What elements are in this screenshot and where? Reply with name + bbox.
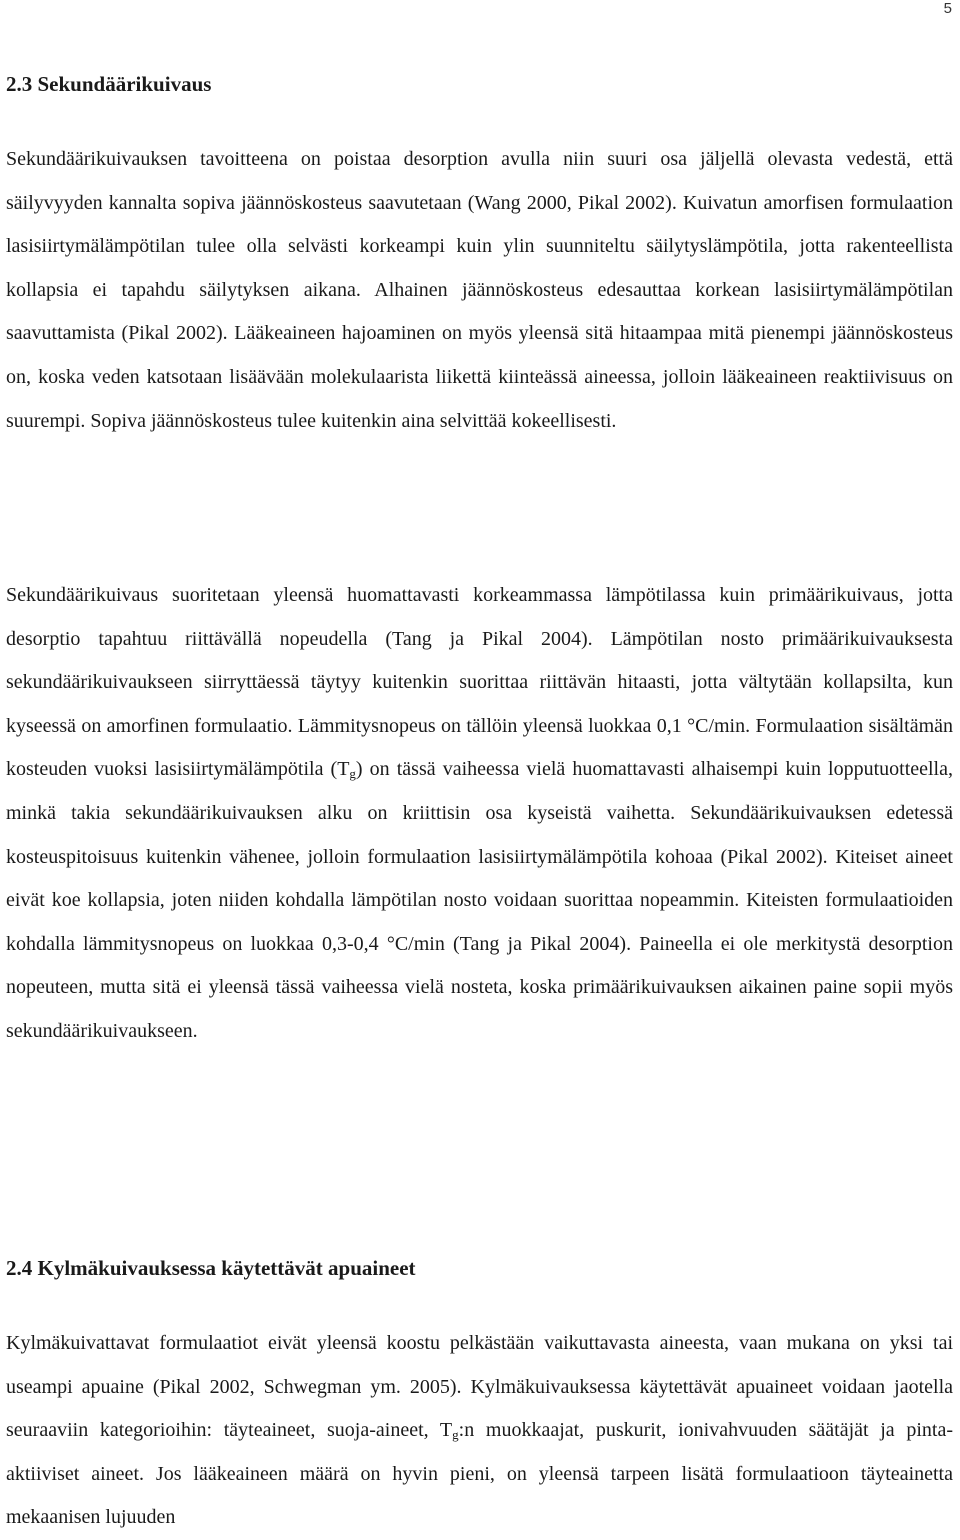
paragraph-text: ) on tässä vaiheessa vielä huomattavasti alhaisempi kuin lopputuotteella, minkä takia sekundäärikuivauksen alku on kriittisin osa kyseistä vaihetta. Sekundäärikuivauksen edetessä kosteuspitoisuus kuitenkin vähenee, jolloin formulaation lasisiirtymälämpötila kohoaa (Pikal 2002). Kiteiset aineet eivät koe kollapsia, joten niiden kohdalla lämpötilan nosto voidaan suorittaa nopeammin. Kiteisten formulaatioiden kohdalla lämmitysnopeus on luokkaa 0,3-0,4 °C/min (Tang ja Pikal 2004). Paineella ei ole merkitystä desorption nopeuteen, mutta sitä ei yleensä tässä vaiheessa vielä nosteta, koska primäärikuivauksen aikainen paine sopii myös sekundäärikuivaukseen. (6, 758, 953, 1042)
paragraph-secondary-drying-temperature (6, 574, 953, 1054)
paragraph-secondary-drying-goal: Sekundäärikuivauksen tavoitteena on poistaa desorption avulla niin suuri osa jäljellä olevasta vedestä, että säilyvyyden kannalta sopiva jäännöskosteus saavutetaan (Wang 2000, Pikal 2002). Kuivatun amorfisen formulaation lasisiirtymälämpötilan tulee olla selvästi korkeampi kuin ylin suunniteltu säilytyslämpötila, jotta rakenteellista kollapsia ei tapahdu säilytyksen aikana. Alhainen jäännöskosteus edesauttaa korkean lasisiirtymälämpötilan saavuttamista (Pikal 2002). Lääkeaineen hajoaminen on myös yleensä sitä hitaampaa mitä pienempi jäännöskosteus on, koska veden katsotaan lisäävään molekulaarista liikettä kiinteässä aineessa, jolloin lääkeaineen reaktiivisuus on suurempi. Sopiva jäännöskosteus tulee kuitenkin aina selvittää kokeellisesti. (6, 148, 953, 432)
paragraph-text: Sekundäärikuivaus suoritetaan yleensä huomattavasti korkeammassa lämpötilassa kuin primäärikuivaus, jotta desorptio tapahtuu riittävällä nopeudella (Tang ja Pikal 2004). Lämpötilan nosto primäärikuivauksesta sekundäärikuivaukseen siirryttäessä täytyy kuitenkin suorittaa riittävän hitaasti, jotta vältytään kollapsilta, kun kyseessä on amorfinen formulaatio. Lämmitysnopeus on tällöin yleensä luokkaa 0,1 °C/min. Formulaation sisältämän kosteuden vuoksi lasisiirtymälämpötila (T (6, 584, 953, 781)
subscript-g: g (452, 1427, 459, 1443)
section-heading-2-4: 2.4 Kylmäkuivauksessa käytettävät apuaineet (6, 1256, 416, 1280)
paragraph-text: Kylmäkuivattavat formulaatiot eivät yleensä koostu pelkästään vaikuttavasta aineesta, vaan mukana on yksi tai useampi apuaine (Pikal 2002, Schwegman ym. 2005). Kylmäkuivauksessa käytettävät apuaineet voidaan jaotella seuraaviin kategorioihin: täyteaineet, suoja-aineet, T (6, 1332, 953, 1442)
page-number: 5 (943, 0, 952, 17)
paragraph-text: :n muokkaajat, puskurit, ionivahvuuden säätäjät ja pinta-aktiiviset aineet. Jos lääkeaineen määrä on hyvin pieni, on yleensä tarpeen lisätä formulaatioon täyteainetta mekaanisen lujuuden (6, 1419, 953, 1529)
section-heading-2-3: 2.3 Sekundäärikuivaus (6, 72, 212, 96)
paragraph-excipients (6, 1322, 953, 1540)
subscript-g: g (349, 766, 356, 782)
